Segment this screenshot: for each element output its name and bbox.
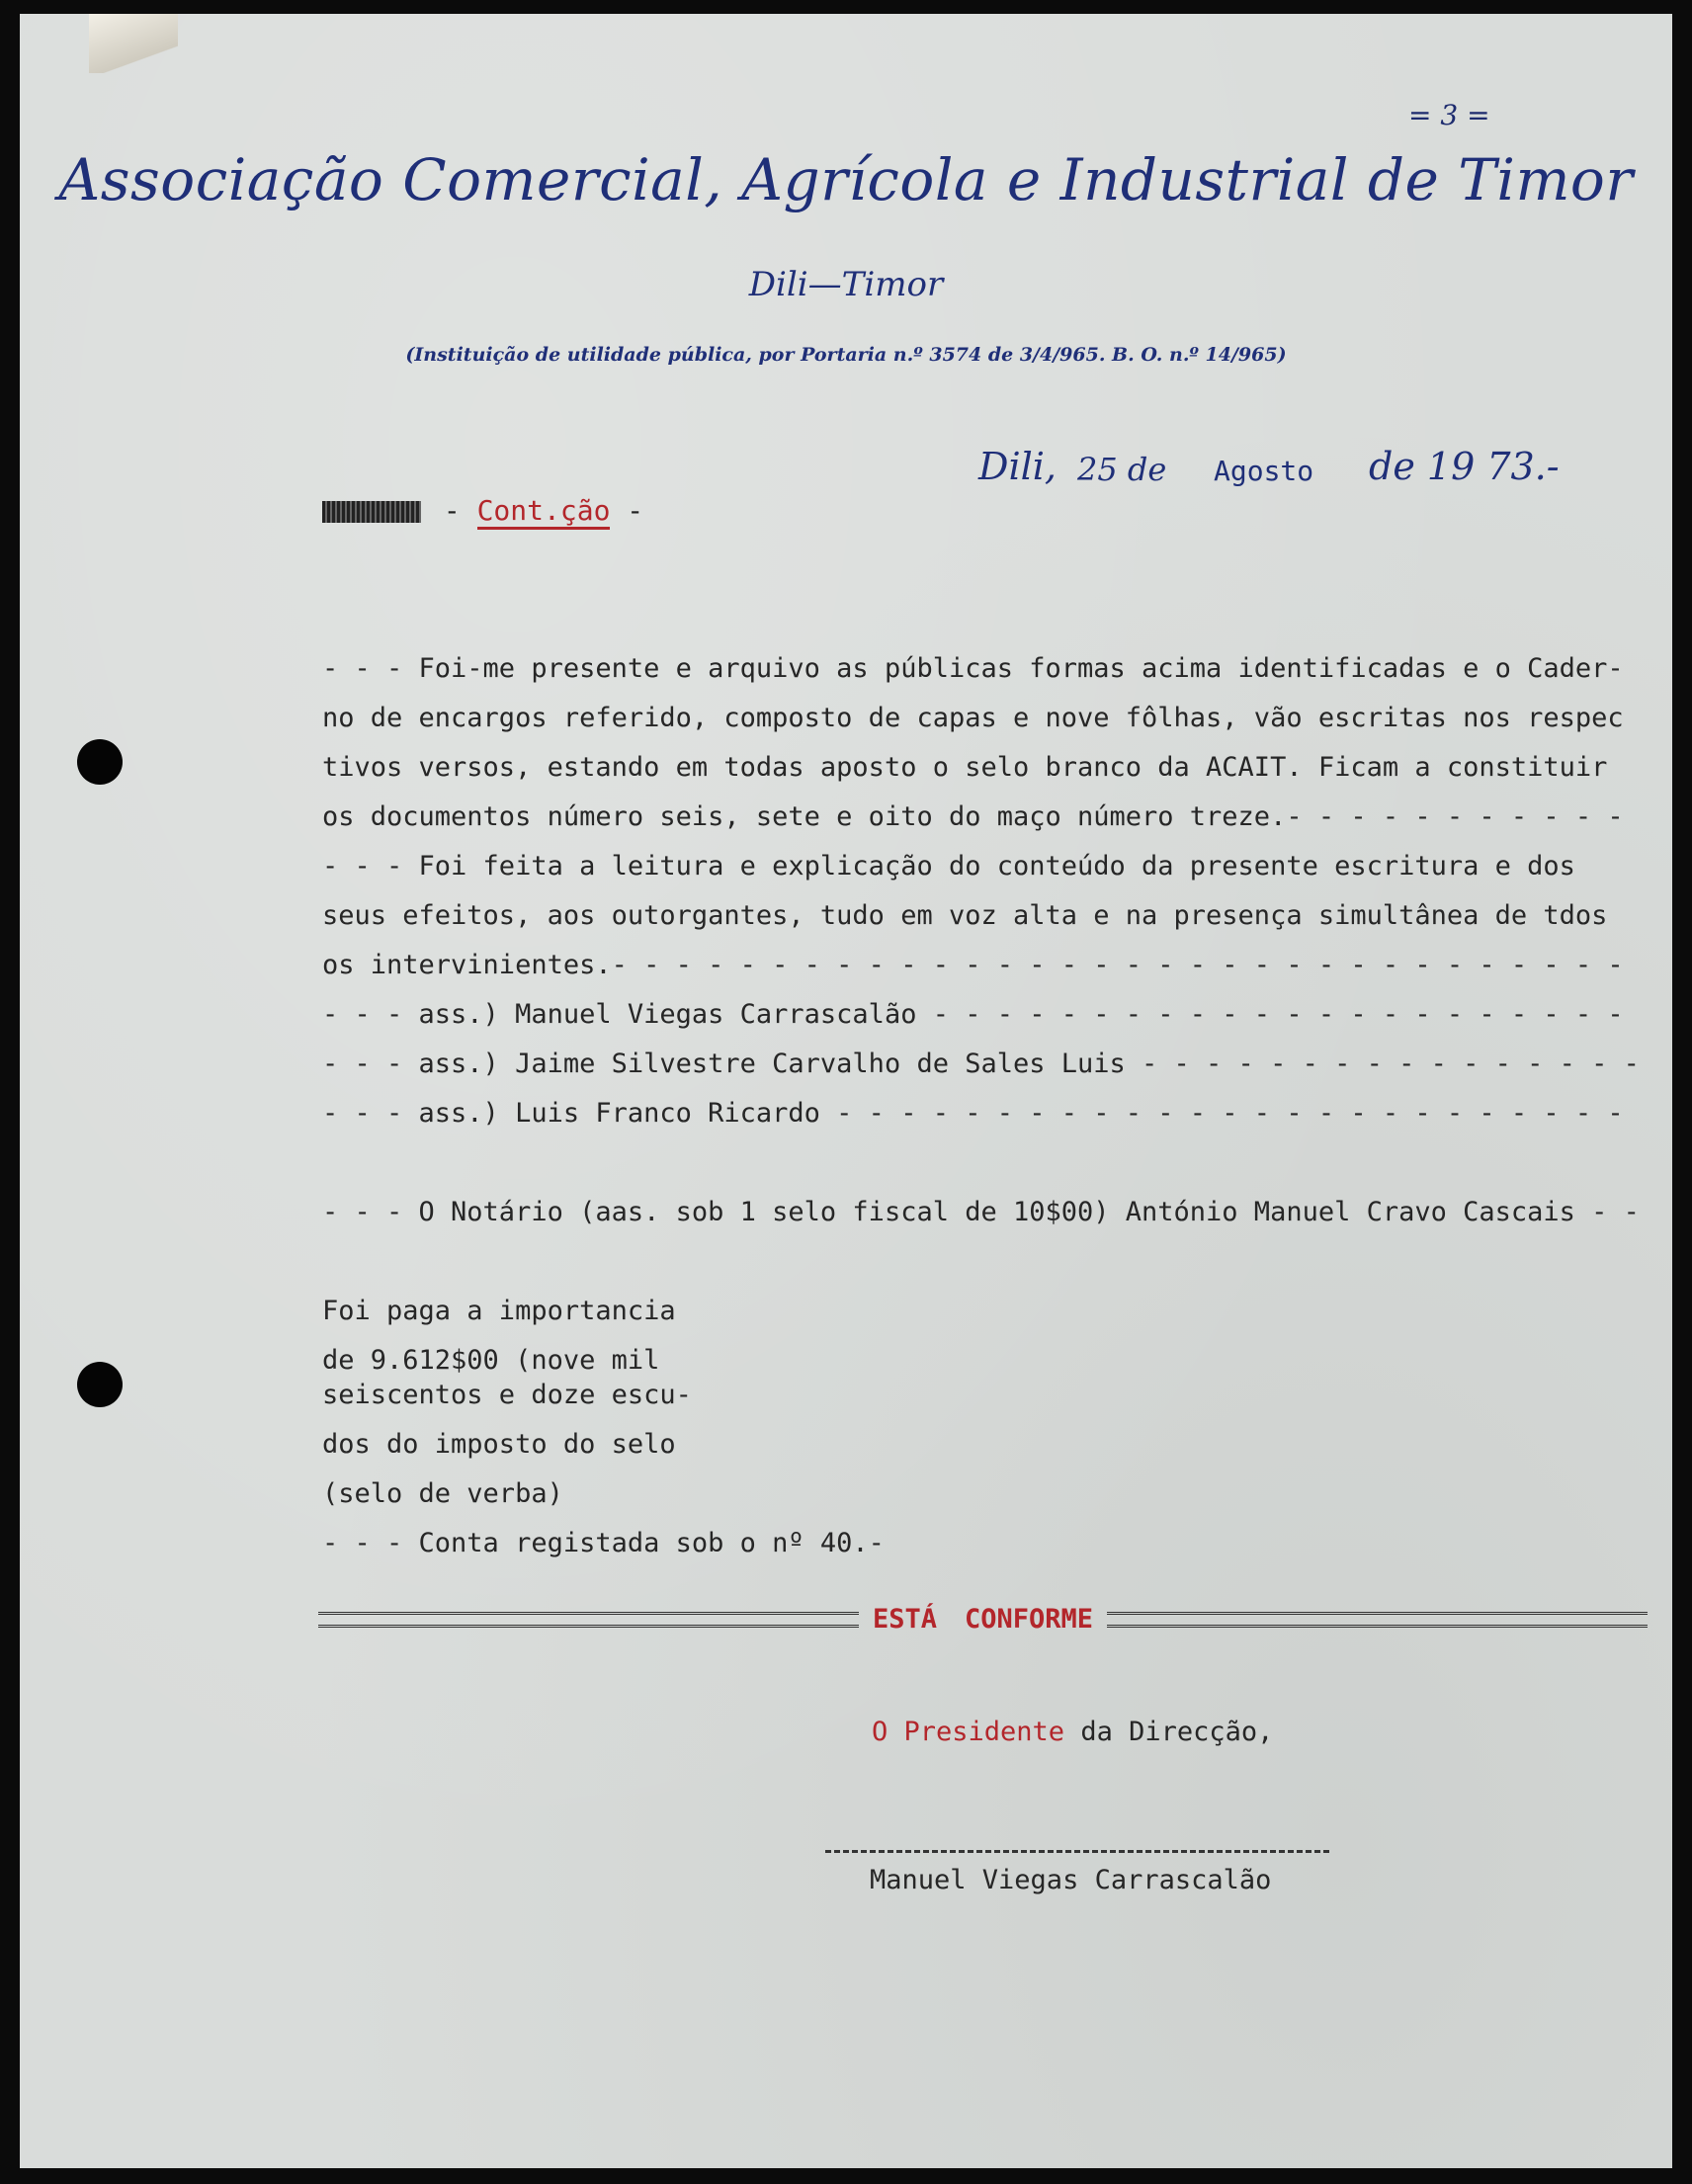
letterhead-title: Associação Comercial, Agrícola e Industrial de Timor [58, 146, 1634, 213]
date-city: Dili, [978, 445, 1058, 488]
payment-line: Foi paga a importancia [322, 1296, 676, 1326]
account-registered-line: - - - Conta registada sob o nº 40.- [322, 1528, 885, 1558]
body-line: os documentos número seis, sete e oito do maço número treze.- - - - - - - - - - - [322, 801, 1624, 832]
signatory-name: Manuel Viegas Carrascalão [870, 1865, 1272, 1895]
signature-line: - - - ass.) Luis Franco Ricardo - - - - - - - - - - - - - - - - - - - - - - - - - [322, 1098, 1624, 1129]
body-line: - - - Foi-me presente e arquivo as públicas formas acima identificadas e o Cader- [322, 653, 1624, 684]
letterhead-city: Dili—Timor [748, 265, 944, 304]
signatory-body: da Direcção, [1064, 1717, 1274, 1747]
date-year: de 19 73.- [1369, 445, 1560, 488]
payment-line: (selo de verba) [322, 1478, 563, 1509]
punch-hole-top [77, 739, 123, 785]
payment-line: dos do imposto do selo [322, 1429, 676, 1460]
body-line: tivos versos, estando em todas aposto o selo branco da ACAIT. Ficam a constituir [322, 752, 1608, 783]
letterhead-note: (Instituição de utilidade pública, por Portaria n.º 3574 de 3/4/965. B. O. n.º 14/965) [405, 344, 1287, 366]
document-page [20, 14, 1672, 2168]
date-month: Agosto [1214, 455, 1314, 487]
body-line: os intervinientes.- - - - - - - - - - - - - - - - - - - - - - - - - - - - - - - - [322, 950, 1624, 980]
payment-line: de 9.612$00 (nove mil [322, 1345, 660, 1376]
signatory-title [872, 1717, 1273, 1747]
double-rule-left [318, 1612, 859, 1628]
signature-rule [825, 1850, 1329, 1853]
body-line: no de encargos referido, composto de capas e nove fôlhas, vão escritas nos respec [322, 703, 1624, 733]
signature-line: - - - ass.) Jaime Silvestre Carvalho de Sales Luis - - - - - - - - - - - - - - - - [322, 1049, 1640, 1079]
body-line: seus efeitos, aos outorgantes, tudo em voz alta e na presença simultânea de tdos [322, 900, 1608, 931]
signatory-role: O Presidente [872, 1717, 1065, 1747]
continuation-heading [322, 494, 643, 527]
continuation-suffix: - [627, 494, 644, 527]
payment-line: seiscentos e doze escu- [322, 1380, 692, 1410]
folded-corner [89, 14, 178, 73]
double-rule-right [1107, 1612, 1648, 1628]
conforme-word-esta: ESTÁ [872, 1604, 937, 1635]
page-number: = 3 = [1408, 99, 1490, 131]
date-day: 25 de [1077, 451, 1167, 488]
conforme-word-conforme: CONFORME [965, 1604, 1094, 1635]
struck-out-text [322, 501, 421, 523]
punch-hole-bottom [77, 1362, 123, 1407]
continuation-label: Cont.ção [477, 494, 611, 530]
conforme-rule [318, 1604, 1648, 1635]
notary-line: - - - O Notário (aas. sob 1 selo fiscal de 10$00) António Manuel Cravo Cascais - - [322, 1197, 1640, 1227]
continuation-prefix: - [443, 494, 461, 527]
signature-line: - - - ass.) Manuel Viegas Carrascalão - - - - - - - - - - - - - - - - - - - - - - [322, 999, 1624, 1030]
body-line: - - - Foi feita a leitura e explicação do conteúdo da presente escritura e dos [322, 851, 1575, 882]
